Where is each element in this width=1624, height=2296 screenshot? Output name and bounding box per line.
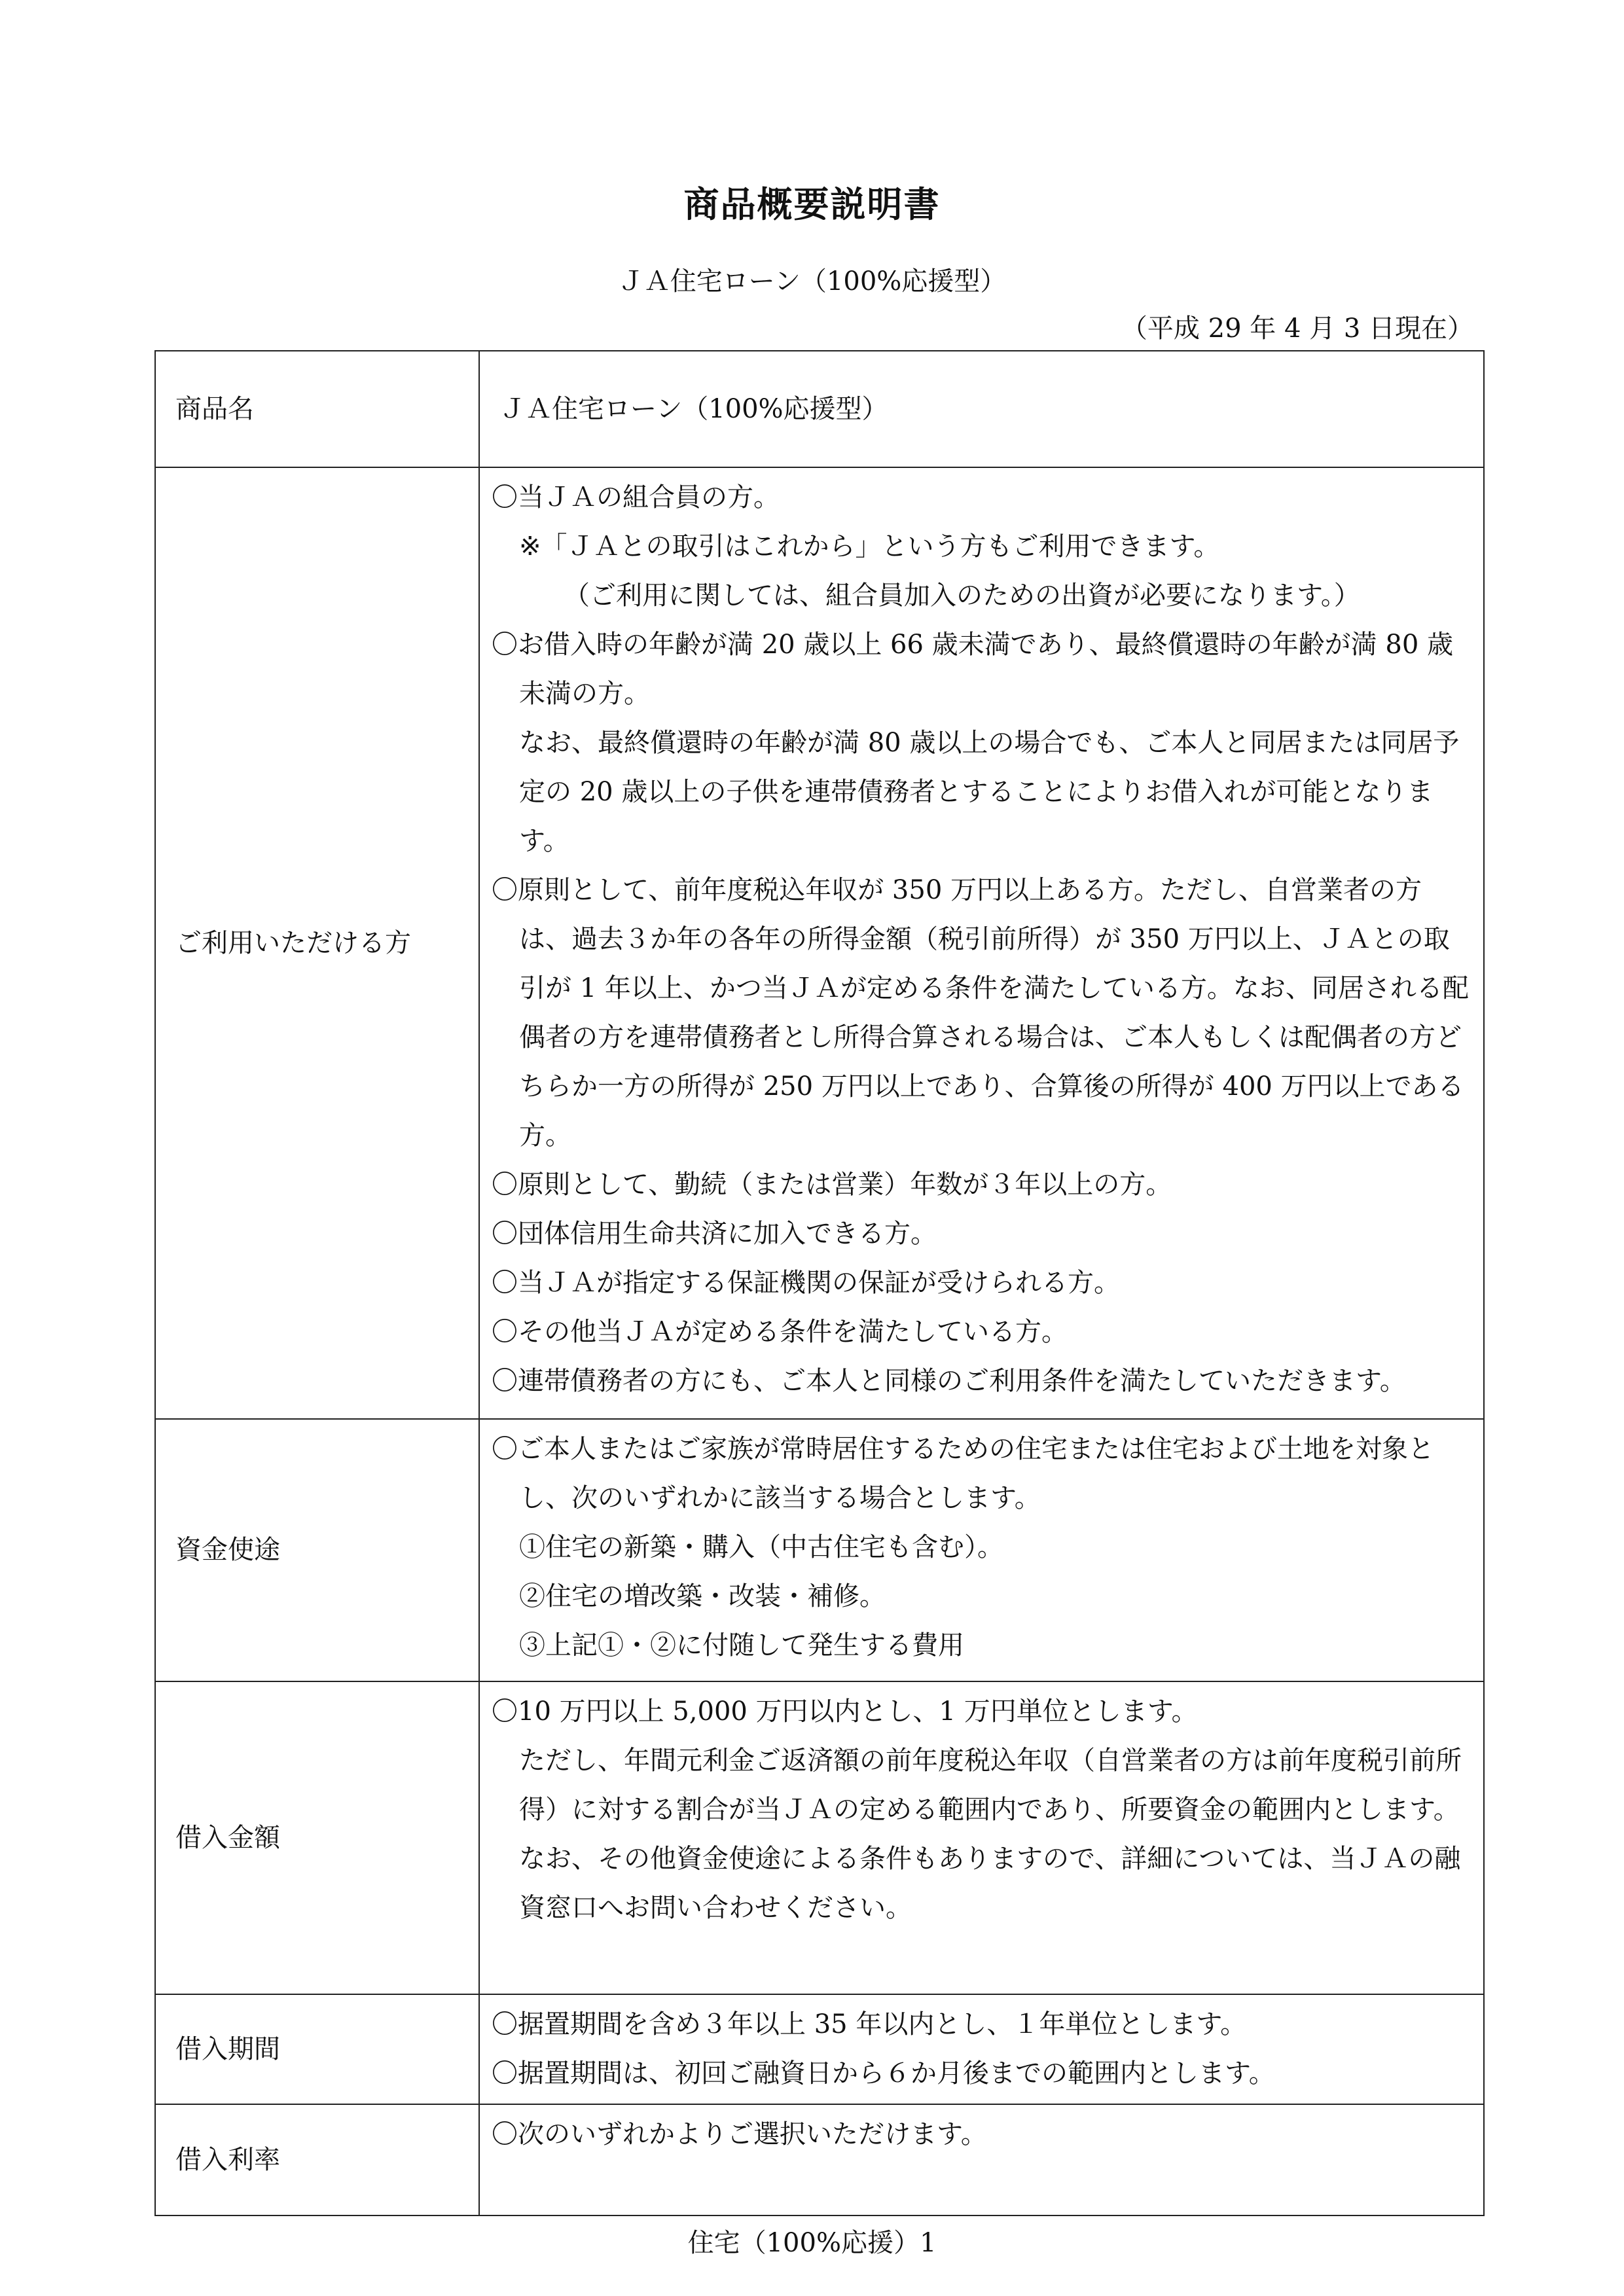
table-row-loan-period bbox=[155, 1994, 1484, 2104]
row-value-product-name: ＪＡ住宅ローン（100%応援型） bbox=[479, 351, 1484, 467]
eligibility-line: 〇連帯債務者の方にも、ご本人と同様のご利用条件を満たしていただきます。 bbox=[492, 1366, 1406, 1396]
as-of-date: （平成 29 年 4 月 3 日現在） bbox=[1121, 314, 1473, 344]
eligibility-line: 〇当ＪＡの組合員の方。 bbox=[492, 482, 780, 512]
row-value-loan-amount bbox=[479, 1681, 1484, 1994]
eligibility-line: 〇お借入時の年齢が満 20 歳以上 66 歳未満であり、最終償還時の年齢が満 80 歳未満の方。 bbox=[492, 630, 1453, 709]
loan-period-line: 〇据置期間は、初回ご融資日から６か月後までの範囲内とします。 bbox=[492, 2058, 1275, 2089]
row-value-interest-rate bbox=[479, 2104, 1484, 2215]
eligibility-note: （ご利用に関しては、組合員加入のための出資が必要になります。） bbox=[564, 581, 1360, 611]
use-of-funds-line: ③上記①・②に付随して発生する費用 bbox=[519, 1630, 964, 1660]
table-row-product-name bbox=[155, 351, 1484, 467]
product-subtitle: ＪＡ住宅ローン（100%応援型） bbox=[617, 266, 1007, 296]
eligibility-line: なお、最終償還時の年齢が満 80 歳以上の場合でも、ご本人と同居または同居予定の 20 歳以上の子供を連帯債務者とすることによりお借入れが可能となります。 bbox=[519, 728, 1460, 856]
use-of-funds-line: ①住宅の新築・購入（中古住宅も含む）。 bbox=[519, 1532, 1003, 1562]
row-value-use-of-funds bbox=[479, 1419, 1484, 1681]
table-row-interest-rate bbox=[155, 2104, 1484, 2215]
row-value-eligibility bbox=[479, 467, 1484, 1419]
row-value-loan-period bbox=[479, 1994, 1484, 2104]
product-summary-table bbox=[154, 350, 1485, 2216]
eligibility-line: 〇原則として、前年度税込年収が 350 万円以上ある方。ただし、自営業者の方は、過去３か年の各年の所得金額（税引前所得）が 350 万円以上、ＪＡとの取引が 1 年以上、かつ当ＪＡが定める条件を満たしている方。なお、同居される配偶者の方を連帯債務者とし所得合算される場合は、ご本人もしくは配偶者の方どちらか一方の所得が 250 万円以上であり、合算後の所得が 400 万円以上である方。 bbox=[492, 875, 1469, 1151]
loan-amount-line: 〇10 万円以上 5,000 万円以内とし、1 万円単位とします。 bbox=[492, 1696, 1198, 1727]
page-title: 商品概要説明書 bbox=[683, 184, 941, 225]
row-label-product-name: 商品名 bbox=[155, 351, 479, 467]
row-label-interest-rate: 借入利率 bbox=[155, 2104, 479, 2215]
eligibility-line: 〇その他当ＪＡが定める条件を満たしている方。 bbox=[492, 1317, 1068, 1347]
row-label-loan-period: 借入期間 bbox=[155, 1994, 479, 2104]
table-row-eligibility bbox=[155, 467, 1484, 1419]
table-row-loan-amount bbox=[155, 1681, 1484, 1994]
row-label-eligibility: ご利用いただける方 bbox=[155, 467, 479, 1419]
row-label-loan-amount: 借入金額 bbox=[155, 1681, 479, 1994]
loan-amount-line: ただし、年間元利金ご返済額の前年度税込年収（自営業者の方は前年度税引前所得）に対する割合が当ＪＡの定める範囲内であり、所要資金の範囲内とします。 bbox=[519, 1746, 1462, 1825]
page-footer: 住宅（100%応援）1 bbox=[687, 2228, 937, 2258]
loan-period-line: 〇据置期間を含め３年以上 35 年以内とし、１年単位とします。 bbox=[492, 2009, 1247, 2039]
use-of-funds-line: ②住宅の増改築・改装・補修。 bbox=[519, 1581, 886, 1611]
table-row-use-of-funds bbox=[155, 1419, 1484, 1681]
eligibility-line: 〇原則として、勤続（または営業）年数が３年以上の方。 bbox=[492, 1170, 1172, 1200]
loan-amount-line: なお、その他資金使途による条件もありますので、詳細については、当ＪＡの融資窓口へお問い合わせください。 bbox=[519, 1844, 1461, 1923]
eligibility-line: 〇当ＪＡが指定する保証機関の保証が受けられる方。 bbox=[492, 1268, 1120, 1298]
eligibility-line: 〇団体信用生命共済に加入できる方。 bbox=[492, 1219, 937, 1249]
row-label-use-of-funds: 資金使途 bbox=[155, 1419, 479, 1681]
use-of-funds-line: 〇ご本人またはご家族が常時居住するための住宅または住宅および土地を対象とし、次のいずれかに該当する場合とします。 bbox=[492, 1434, 1434, 1513]
interest-rate-line: 〇次のいずれかよりご選択いただけます。 bbox=[492, 2119, 987, 2149]
eligibility-note: ※「ＪＡとの取引はこれから」という方もご利用できます。 bbox=[519, 531, 1220, 562]
